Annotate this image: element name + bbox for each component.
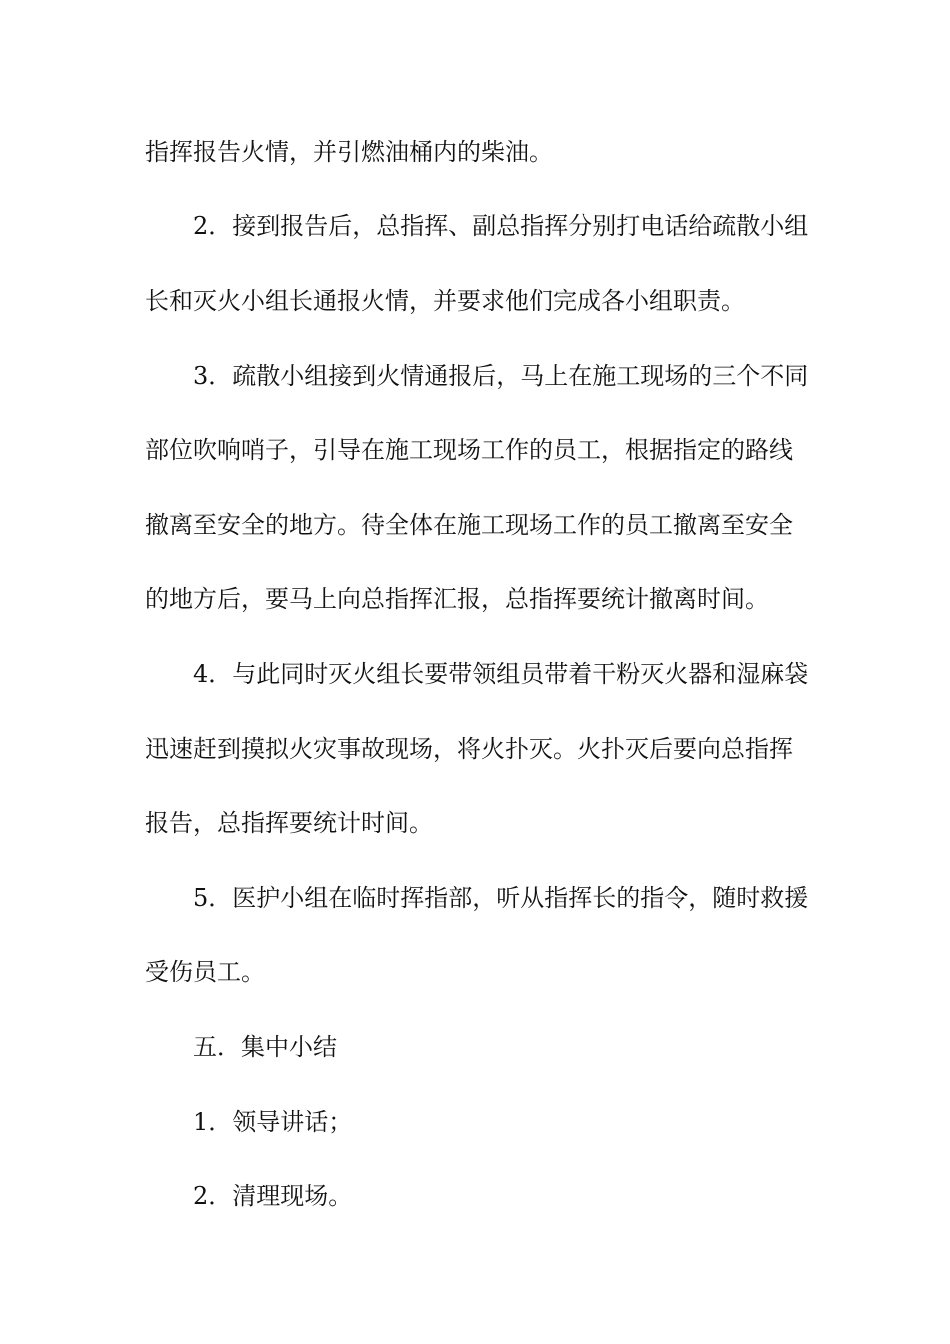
paragraph-3-line-2: 部位吹响哨子，引导在施工现场工作的员工，根据指定的路线 [145, 436, 793, 464]
paragraph-3-line-1: 3．疏散小组接到火情通报后，马上在施工现场的三个不同 [193, 362, 809, 390]
paragraph-5-line-1: 5．医护小组在临时挥指部，听从指挥长的指令，随时救援 [193, 884, 809, 912]
paragraph-4-line-3: 报告，总指挥要统计时间。 [145, 809, 433, 837]
list-item-2: 2．清理现场。 [193, 1182, 353, 1210]
list-item-1: 1．领导讲话； [193, 1108, 353, 1136]
paragraph-3-line-4: 的地方后，要马上向总指挥汇报，总指挥要统计撤离时间。 [145, 585, 769, 613]
paragraph-5-line-2: 受伤员工。 [145, 958, 265, 986]
paragraph-2-line-1: 2．接到报告后，总指挥、副总指挥分别打电话给疏散小组 [193, 212, 809, 240]
paragraph-4-line-2: 迅速赶到摸拟火灾事故现场，将火扑灭。火扑灭后要向总指挥 [145, 735, 793, 763]
section-heading: 五．集中小结 [193, 1033, 337, 1061]
text-line: 指挥报告火情，并引燃油桶内的柴油。 [145, 138, 553, 166]
paragraph-4-line-1: 4．与此同时灭火组长要带领组员带着干粉灭火器和湿麻袋 [193, 660, 809, 688]
paragraph-3-line-3: 撤离至安全的地方。待全体在施工现场工作的员工撤离至安全 [145, 511, 793, 539]
paragraph-2-line-2: 长和灭火小组长通报火情，并要求他们完成各小组职责。 [145, 287, 745, 315]
